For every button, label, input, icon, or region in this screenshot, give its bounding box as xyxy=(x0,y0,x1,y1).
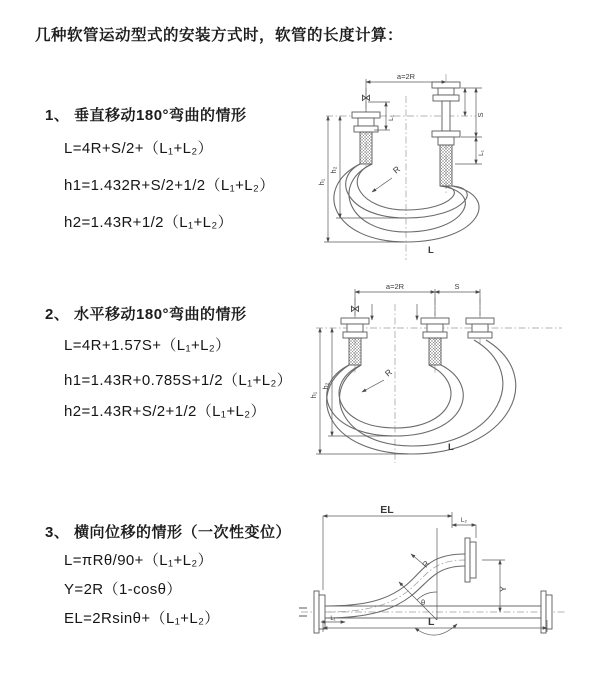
dimension-labels xyxy=(330,504,508,628)
fixed-anchor-icon: ⋈ xyxy=(350,304,360,315)
fixed-anchor-icon: ⋈ xyxy=(361,93,371,104)
dim-label-h2: h₂ xyxy=(321,382,330,390)
flange-fittings xyxy=(299,538,552,633)
dim-label-S: S xyxy=(476,112,485,118)
page-title: 几种软管运动型式的安装方式时，软管的长度计算： xyxy=(35,27,404,44)
flange-fittings xyxy=(341,318,494,365)
pipe-and-hose xyxy=(325,554,541,618)
dim-label-L: L xyxy=(428,616,435,628)
hose-curves xyxy=(334,164,479,242)
centerlines xyxy=(301,560,567,612)
section-3-heading: 3、 横向位移的情形（一次性变位） xyxy=(45,524,292,541)
section-3-formula-EL: EL=2Rsinθ+（L₁+L₂） xyxy=(64,610,220,627)
braided-hose-section xyxy=(349,338,361,365)
dim-label-h1: h₁ xyxy=(309,391,318,399)
section-2-formula-h2: h2=1.43R+S/2+1/2（L₁+L₂） xyxy=(64,403,266,420)
dim-label-L1-right: L₁ xyxy=(478,150,485,156)
section-3-formula-L: L=πRθ/90+（L₁+L₂） xyxy=(64,552,213,569)
section-1-heading: 1、 垂直移动180°弯曲的情形 xyxy=(45,107,247,124)
dim-label-theta: θ xyxy=(421,598,426,607)
dim-label-L2: L₂ xyxy=(460,517,468,524)
section-3-formula-Y: Y=2R（1-cosθ） xyxy=(64,581,182,598)
dim-label-h1: h₁ xyxy=(317,178,326,186)
diagram-lateral-displacement xyxy=(295,498,595,663)
dim-label-R: R xyxy=(382,366,394,379)
braided-hose-section xyxy=(360,132,372,164)
section-2-heading: 2、 水平移动180°弯曲的情形 xyxy=(45,306,247,323)
diagram-vertical-180-bend xyxy=(308,68,590,266)
section-1-formula-L: L=4R+S/2+（L₁+L₂） xyxy=(64,140,214,157)
section-1-formula-h2: h2=1.43R+1/2（L₁+L₂） xyxy=(64,214,234,231)
dim-label-L1: L₁ xyxy=(330,616,336,622)
dim-label-R: R xyxy=(420,559,432,570)
dim-label-EL: EL xyxy=(380,504,394,516)
section-2-formula-h1: h1=1.43R+0.785S+1/2（L₁+L₂） xyxy=(64,372,293,389)
dim-label-L: L xyxy=(428,245,434,256)
braided-hose-section xyxy=(429,338,441,365)
dim-label-a2R: a=2R xyxy=(396,72,416,81)
dim-label-R: R xyxy=(390,163,402,176)
section-1-formula-h1: h1=1.432R+S/2+1/2（L₁+L₂） xyxy=(64,177,275,194)
dim-label-L1-left: L₁ xyxy=(388,115,395,121)
hose-centerline xyxy=(325,560,465,612)
dimension-lines xyxy=(321,512,547,632)
braided-hose-section xyxy=(440,145,452,186)
dim-label-S: S xyxy=(454,282,460,291)
dim-label-a2R: a=2R xyxy=(385,282,405,291)
rotation-arrow xyxy=(415,624,457,635)
dim-label-Y: Y xyxy=(498,586,508,592)
dim-label-L: L xyxy=(448,442,454,453)
section-2-formula-L: L=4R+1.57S+（L₁+L₂） xyxy=(64,337,231,354)
dim-label-h2: h₂ xyxy=(329,166,338,174)
diagram-horizontal-180-bend xyxy=(300,278,600,468)
